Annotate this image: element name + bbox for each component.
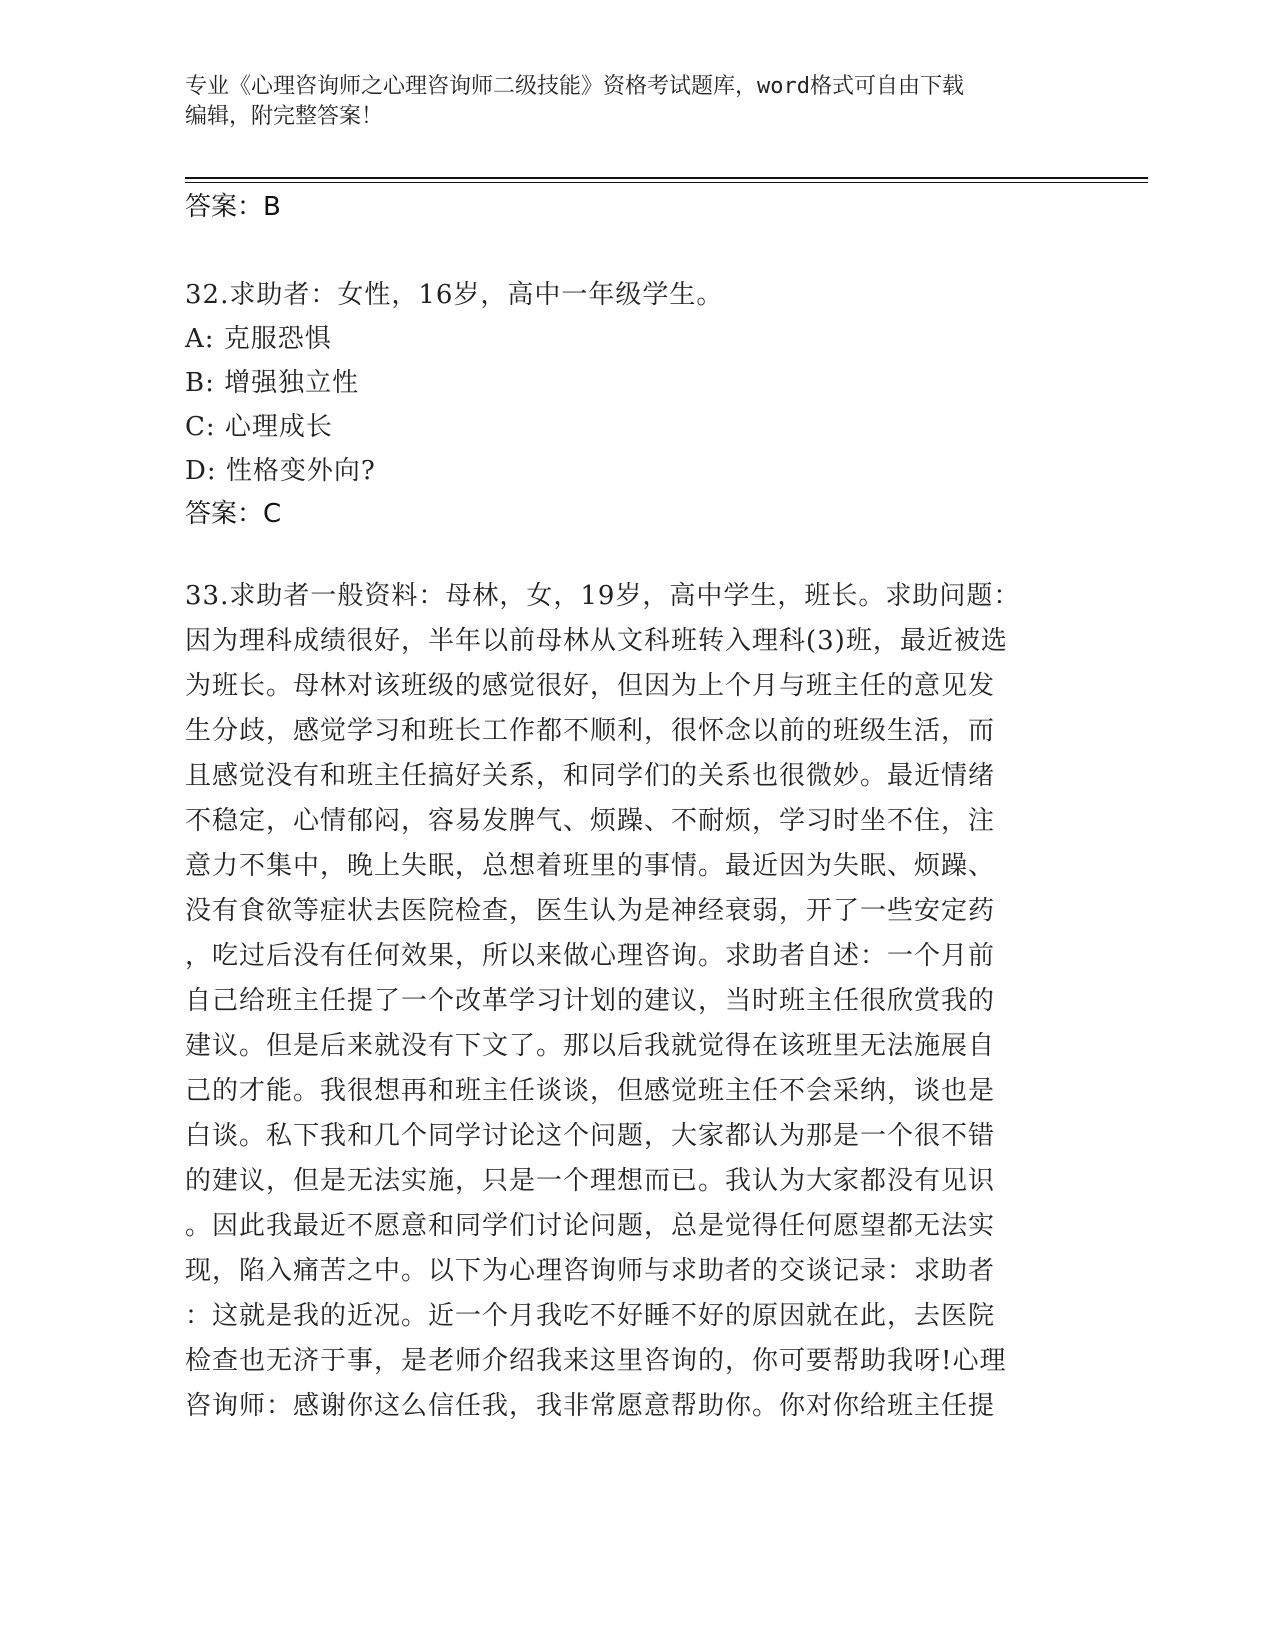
question-33 <box>185 574 1075 1429</box>
document-header <box>185 72 1065 132</box>
question-32-option-a: A: 克服恐惧 <box>185 324 332 354</box>
question-32-option-c: C: 心理成长 <box>185 412 333 442</box>
question-33-line: 33.求助者一般资料：母林，女，19岁，高中学生，班长。求助问题： <box>185 581 1021 611</box>
question-32-option-d: D: 性格变外向? <box>185 456 376 486</box>
question-33-line: 没有食欲等症状去医院检查，医生认为是神经衰弱，开了一些安定药 <box>185 896 996 926</box>
question-33-line: 且感觉没有和班主任搞好关系，和同学们的关系也很微妙。最近情绪 <box>185 761 996 791</box>
question-33-line: 的建议，但是无法实施，只是一个理想而已。我认为大家都没有见识 <box>185 1166 996 1196</box>
question-33-line: 建议。但是后来就没有下文了。那以后我就觉得在该班里无法施展自 <box>185 1031 996 1061</box>
question-33-line: 己的才能。我很想再和班主任谈谈，但感觉班主任不会采纳，谈也是 <box>185 1076 996 1106</box>
question-33-line: 。因此我最近不愿意和同学们讨论问题，总是觉得任何愿望都无法实 <box>185 1211 996 1241</box>
header-line-1: 专业《心理咨询师之心理咨询师二级技能》资格考试题库，word格式可自由下载 <box>185 74 964 99</box>
question-33-line: 意力不集中，晚上失眠，总想着班里的事情。最近因为失眠、烦躁、 <box>185 851 996 881</box>
header-divider-thick <box>185 177 1148 179</box>
question-33-line: 白谈。私下我和几个同学讨论这个问题，大家都认为那是一个很不错 <box>185 1121 996 1151</box>
question-32-option-b: B: 增强独立性 <box>185 368 360 398</box>
question-33-line: 自己给班主任提了一个改革学习计划的建议，当时班主任很欣赏我的 <box>185 986 996 1016</box>
header-line-2: 编辑，附完整答案！ <box>185 104 384 129</box>
question-33-line: 现，陷入痛苦之中。以下为心理咨询师与求助者的交谈记录：求助者 <box>185 1256 996 1286</box>
question-33-line: 咨询师：感谢你这么信任我，我非常愿意帮助你。你对你给班主任提 <box>185 1391 996 1421</box>
question-33-line: 不稳定，心情郁闷，容易发脾气、烦躁、不耐烦，学习时坐不住，注 <box>185 806 996 836</box>
question-33-line: 为班长。母林对该班级的感觉很好，但因为上个月与班主任的意见发 <box>185 671 996 701</box>
question-33-line: 因为理科成绩很好，半年以前母林从文科班转入理科(3)班，最近被选 <box>185 626 1008 656</box>
question-33-line: 检查也无济于事，是老师介绍我来这里咨询的，你可要帮助我呀!心理 <box>185 1346 1007 1376</box>
question-33-line: ，吃过后没有任何效果，所以来做心理咨询。求助者自述：一个月前 <box>185 941 996 971</box>
question-32-answer: 答案：C <box>185 499 282 529</box>
question-32-stem: 32.求助者：女性，16岁，高中一年级学生。 <box>185 280 724 310</box>
question-33-line: 生分歧，感觉学习和班长工作都不顺利，很怀念以前的班级生活，而 <box>185 716 996 746</box>
header-divider-thin <box>185 182 1148 183</box>
answer-prev-question: 答案：B <box>185 192 281 222</box>
question-33-line: ：这就是我的近况。近一个月我吃不好睡不好的原因就在此，去医院 <box>185 1301 996 1331</box>
